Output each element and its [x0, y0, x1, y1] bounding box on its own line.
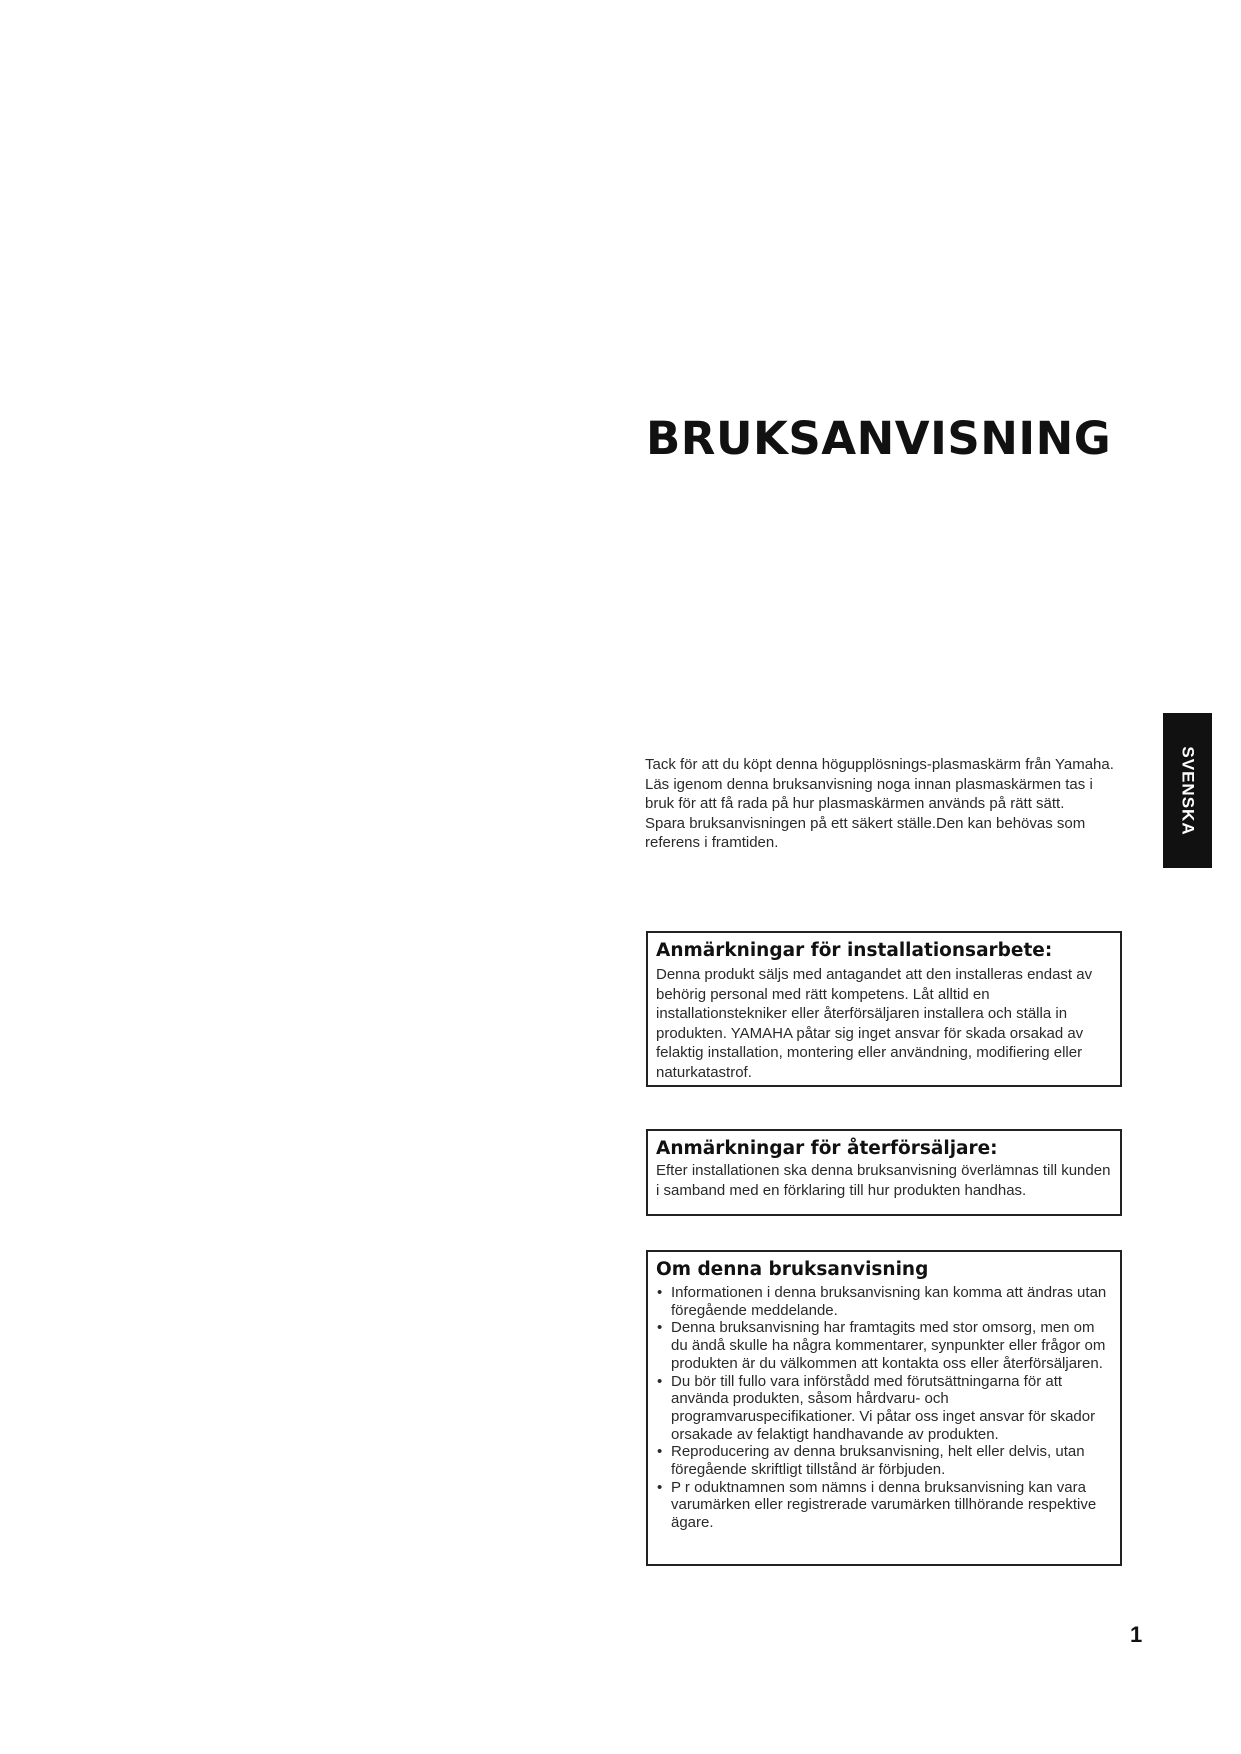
list-item [656, 1443, 1112, 1478]
list-item-text: Informationen i denna bruksanvisning kan komma att ändras utan föregående meddelande. [671, 1284, 1107, 1319]
bullet-icon: • [657, 1478, 663, 1496]
dealer-notes-heading: Anmärkningar för återförsäljare: [656, 1138, 998, 1159]
intro-text [645, 755, 1125, 853]
about-manual-heading: Om denna bruksanvisning [656, 1259, 929, 1280]
list-item-text: Du bör till fullo vara införstådd med förutsättningarna för att använda produkten, såsom hårdvaru- och programvaruspecifikationer. Vi påtar oss inget ansvar för skador orsakade av felaktigt handhavande av produkten. [671, 1372, 1096, 1443]
list-item [656, 1319, 1112, 1372]
bullet-icon: • [657, 1443, 663, 1461]
page-title: BRUKSANVISNING [646, 412, 1112, 465]
list-item-text: Reproducering av denna bruksanvisning, helt eller delvis, utan föregående skriftligt tillstånd är förbjuden. [671, 1443, 1085, 1479]
about-manual-list [656, 1284, 1112, 1532]
intro-paragraph-read: Läs igenom denna bruksanvisning noga innan plasmaskärmen tas i bruk för att få rada på hur plasmaskärmen används på rätt sätt. [645, 775, 1093, 813]
list-item [656, 1479, 1112, 1532]
intro-paragraph-save: Spara bruksanvisningen på ett säkert ställe.Den kan behövas som referens i framtiden. [645, 814, 1086, 852]
dealer-notes-body: Efter installationen ska denna bruksanvisning överlämnas till kunden i samband med en förklaring till hur produkten handhas. [656, 1162, 1111, 1199]
language-tab [1163, 713, 1212, 868]
list-item [656, 1373, 1112, 1444]
dealer-notes-box [646, 1129, 1122, 1216]
bullet-icon: • [657, 1284, 663, 1301]
list-item-text: P r oduktnamnen som nämns i denna bruksanvisning kan vara varumärken eller registrerade varumärken tillhörande respektive ägare. [671, 1478, 1097, 1532]
list-item [656, 1284, 1112, 1319]
installation-notes-heading: Anmärkningar för installationsarbete: [656, 940, 1053, 961]
page-number: 1 [1130, 1622, 1143, 1647]
bullet-icon: • [657, 1319, 663, 1337]
installation-notes-box [646, 931, 1122, 1087]
installation-notes-body: Denna produkt säljs med antagandet att den installeras endast av behörig personal med rätt kompetens. Låt alltid en installationstekniker eller återförsäljaren installera och ställa in produkten. YAMAHA påtar sig inget ansvar för skada orsakad av felaktig installation, montering eller användning, modifiering eller naturkatastrof. [656, 966, 1093, 1081]
intro-paragraph-thanks: Tack för att du köpt denna högupplösnings-plasmaskärm från Yamaha. [645, 756, 1114, 773]
about-manual-box [646, 1250, 1122, 1566]
bullet-icon: • [657, 1372, 663, 1390]
language-tab-label: SVENSKA [1178, 745, 1198, 836]
list-item-text: Denna bruksanvisning har framtagits med stor omsorg, men om du ändå skulle ha några kommentarer, synpunkter eller frågor om produkten är du välkommen att kontakta oss eller återförsäljaren. [671, 1319, 1106, 1372]
